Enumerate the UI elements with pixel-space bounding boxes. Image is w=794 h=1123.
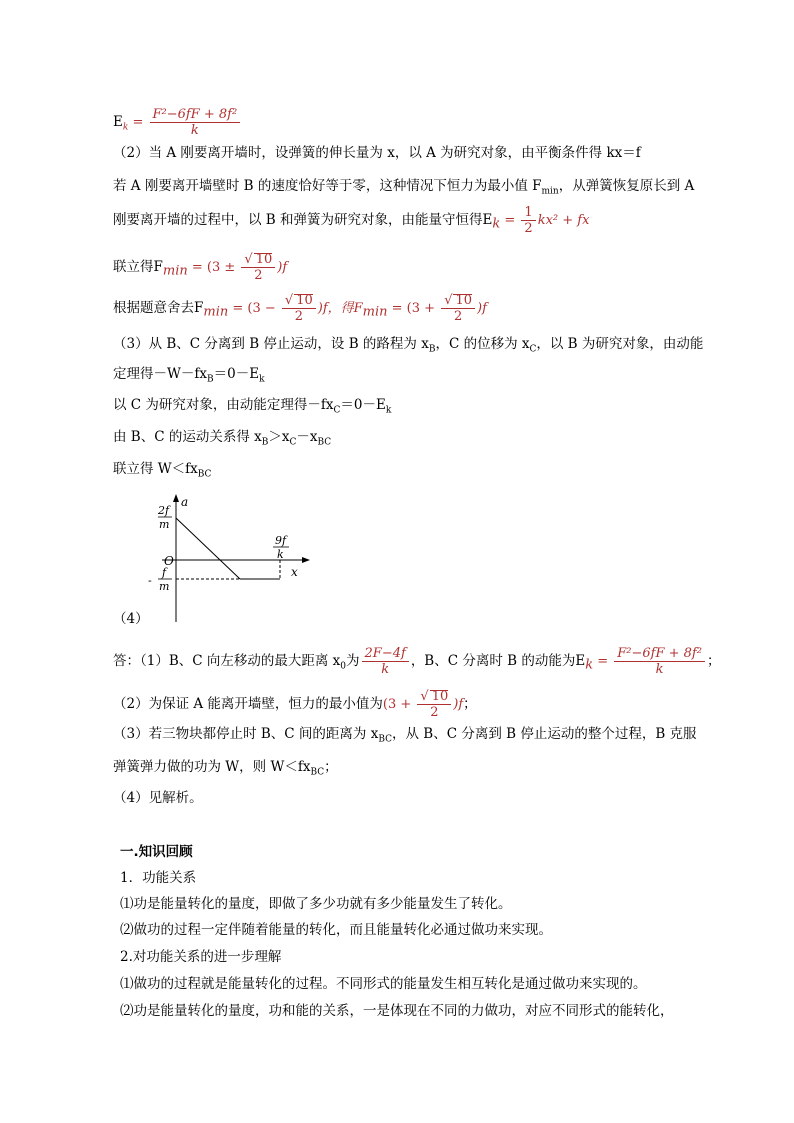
- x-mark-num: 9f: [275, 534, 287, 547]
- x-axis-arrow: [302, 557, 310, 563]
- answer-line2: （2）为保证 A 能离开墙壁，恒力的最小值为(3 + $\frac{√ 10}{2}$ )f；: [113, 689, 477, 720]
- part3-line5: 联立得 $W<fx_{BC}$: [113, 461, 212, 480]
- part2-line4: 根据题意舍去$F_{min} = (3$ − $\frac{√ 10}{2}$ )f，得$F_{min} = (3$ + $\frac{√ 10}{2}$ )f: [113, 293, 487, 324]
- item-1b: ⑵做功的过程一定伴随着能量的转化，而且能量转化必通过做功来实现。: [120, 922, 552, 938]
- part4-label: （4）: [113, 611, 149, 627]
- item-1a: ⑴功是能量转化的量度，即做了多少功就有多少能量发生了转化。: [120, 896, 512, 912]
- answer-line5: （4）见解析。: [113, 790, 203, 806]
- y-top-den: m: [159, 518, 170, 531]
- part2-line2: 刚要离开墙的过程中，以 B 和弹簧为研究对象，由能量守恒得$E_k$ = $\frac{1}{2}$ kx² + fx: [113, 205, 590, 236]
- part3-line2: 定理得$-W-fx_B=0-E_k$: [113, 366, 265, 385]
- section-heading: 一.知识回顾: [120, 844, 193, 860]
- item-2-title: 2.对功能关系的进一步理解: [120, 949, 282, 965]
- item-2b: ⑵功是能量转化的量度，功和能的关系，一是体现在不同的力做功，对应不同形式的能转化，: [120, 1003, 674, 1019]
- answer-line1: 答：（1）B、C 向左移动的最大距离 $x_0$为 $\frac{2F-4f}{k}$ ，B、C 分离时 B 的动能为$E_k$ = $\frac{\text{F²−6fF + 8f²}}{k}$ ；: [113, 646, 721, 677]
- y-neg-num: f: [162, 566, 167, 579]
- answer-line3: （3）若三物块都停止时 B、C 间的距离为 $x_{BC}$，从 B、C 分离到 B 停止运动的整个过程，B 克服: [113, 726, 697, 745]
- y-axis-label: a: [181, 495, 189, 509]
- y-neg-sign: -: [148, 574, 152, 587]
- y-neg-den: m: [159, 580, 170, 593]
- ek-formula: $E_k$ = $\frac{\text{F²−6fF + 8f²}}{k}$: [113, 107, 242, 138]
- answer-line4: 弹簧弹力做的功为 W，则 $W<fx_{BC}$；: [113, 759, 338, 778]
- y-axis-arrow: [173, 494, 179, 502]
- part3-line4: 由 B、C 的运动关系得 $x_B>x_C-x_{BC}$: [113, 429, 332, 448]
- x-axis-label: x: [291, 565, 298, 579]
- y-top-num: 2f: [158, 504, 170, 517]
- item-1-title: 1．功能关系: [120, 870, 197, 886]
- item-2a: ⑴做功的过程就是能量转化的过程。不同形式的能量发生相互转化是通过做功来实现的。: [120, 976, 647, 992]
- decel-line: [176, 518, 240, 579]
- x-mark-den: k: [277, 548, 284, 561]
- part2-line3: 联立得$F_{min} = (3$ ± $\frac{√ 10}{2}$ )f: [113, 252, 288, 283]
- part2-line1: 若 A 刚要离开墙壁时 B 的速度恰好等于零，这种情况下恒力为最小值 $F_{min}$，从弹簧恢复原长到 A: [113, 178, 695, 197]
- part2-intro: （2）当 A 刚要离开墙时，设弹簧的伸长量为 x，以 A 为研究对象，由平衡条件得 kx＝f: [113, 145, 641, 161]
- origin-label: O: [164, 554, 174, 568]
- part3-line3: 以 C 为研究对象，由动能定理得$-fx_C=0-E_k$: [113, 397, 392, 416]
- part3-line1: （3）从 B、C 分离到 B 停止运动，设 B 的路程为 $x_B$，C 的位移为 $x_C$，以 B 为研究对象，由动能: [113, 336, 704, 355]
- acceleration-graph: [140, 492, 320, 624]
